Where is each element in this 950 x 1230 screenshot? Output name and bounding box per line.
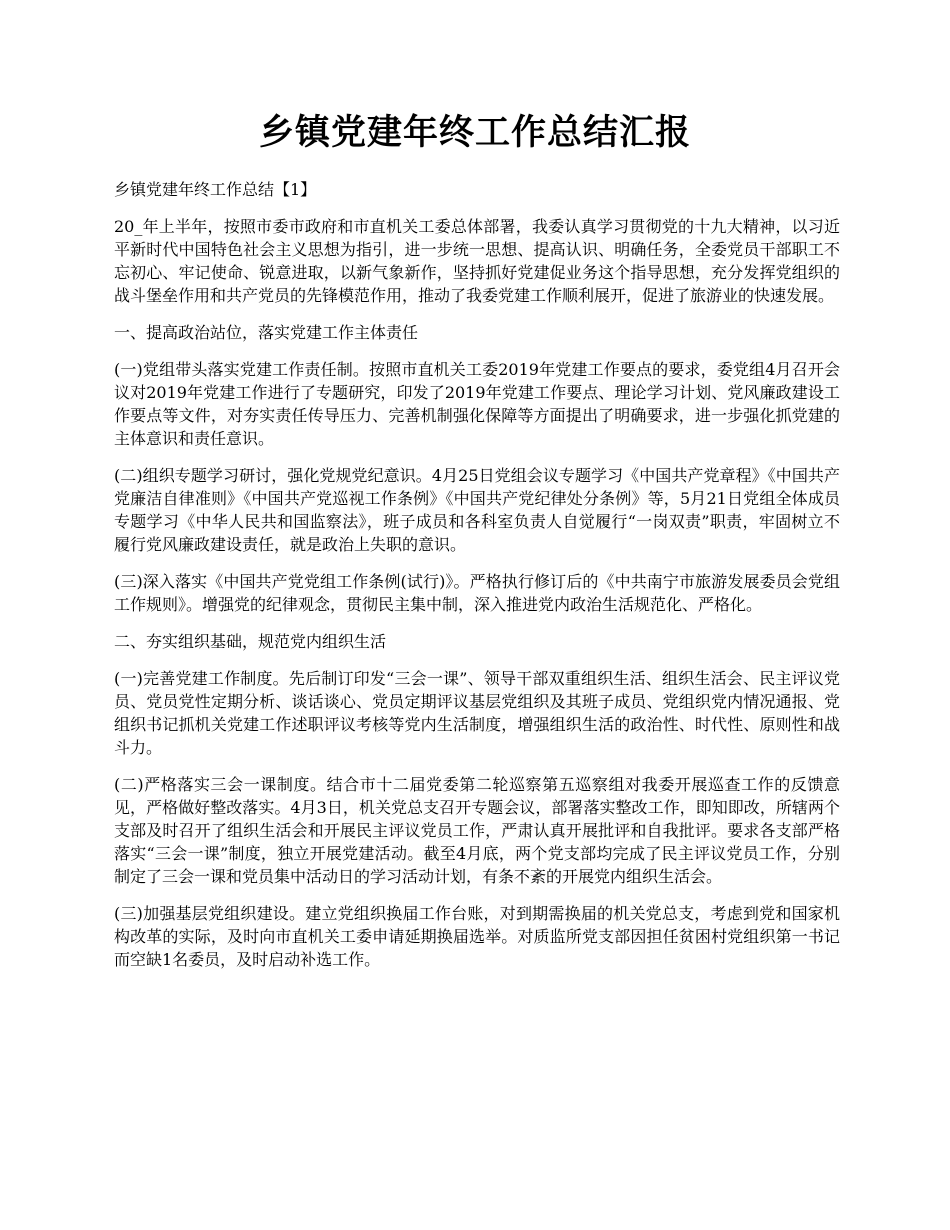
section-heading-1: 一、提高政治站位，落实党建工作主体责任 bbox=[114, 323, 419, 342]
section-heading-2: 二、夯实组织基础，规范党内组织生活 bbox=[114, 632, 387, 651]
paragraph-2-1: (一)完善党建工作制度。先后制订印发“三会一课”、领导干部双重组织生活、组织生活会、民主评议党员、党员党性定期分析、谈话谈心、党员定期评议基层党组织及其班子成员、党组织党内情况通报、党组织书记抓机关党建工作述职评议考核等党内生活制度，增强组织生活的政治性、时代性、原则性和战斗力。 bbox=[114, 669, 840, 757]
document-body bbox=[114, 178, 840, 985]
paragraph-1-1: (一)党组带头落实党建工作责任制。按照市直机关工委2019年党建工作要点的要求，委党组4月召开会议对2019年党建工作进行了专题研究，印发了2019年党建工作要点、理论学习计划、党风廉政建设工作要点等文件，对夯实责任传导压力、完善机制强化保障等方面提出了明确要求，进一步强化抓党建的主体意识和责任意识。 bbox=[114, 360, 840, 448]
paragraph-1-3: (三)深入落实《中国共产党党组工作条例(试行)》。严格执行修订后的《中共南宁市旅游发展委员会党组工作规则》。增强党的纪律观念，贯彻民主集中制，深入推进党内政治生活规范化、严格化。 bbox=[114, 572, 840, 614]
paragraph-1-2: (二)组织专题学习研讨，强化党规党纪意识。4月25日党组会议专题学习《中国共产党章程》《中国共产党廉洁自律准则》《中国共产党巡视工作条例》《中国共产党纪律处分条例》等，5月21日党组全体成员专题学习《中华人民共和国监察法》，班子成员和各科室负责人自觉履行“一岗双责”职责，牢固树立不履行党风廉政建设责任，就是政治上失职的意识。 bbox=[114, 466, 840, 554]
paragraph-intro: 20_年上半年，按照市委市政府和市直机关工委总体部署，我委认真学习贯彻党的十九大精神，以习近平新时代中国特色社会主义思想为指引，进一步统一思想、提高认识、明确任务，全委党员干部职工不忘初心、牢记使命、锐意进取，以新气象新作，坚持抓好党建促业务这个指导思想，充分发挥党组织的战斗堡垒作用和共产党员的先锋模范作用，推动了我委党建工作顺利展开，促进了旅游业的快速发展。 bbox=[114, 217, 840, 305]
document-title: 乡镇党建年终工作总结汇报 bbox=[258, 112, 691, 153]
paragraph-2-2: (二)严格落实三会一课制度。结合市十二届党委第二轮巡察第五巡察组对我委开展巡查工作的反馈意见，严格做好整改落实。4月3日，机关党总支召开专题会议，部署落实整改工作，即知即改，所辖两个支部及时召开了组织生活会和开展民主评议党员工作，严肃认真开展批评和自我批评。要求各支部严格落实“三会一课”制度，独立开展党建活动。截至4月底，两个党支部均完成了民主评议党员工作，分别制定了三会一课和党员集中活动日的学习活动计划，有条不紊的开展党内组织生活会。 bbox=[114, 775, 840, 886]
paragraph-2-3: (三)加强基层党组织建设。建立党组织换届工作台账，对到期需换届的机关党总支，考虑到党和国家机构改革的实际，及时向市直机关工委申请延期换届选举。对质监所党支部因担任贫困村党组织第一书记而空缺1名委员，及时启动补选工作。 bbox=[114, 904, 840, 969]
document-subtitle: 乡镇党建年终工作总结【1】 bbox=[114, 180, 317, 199]
